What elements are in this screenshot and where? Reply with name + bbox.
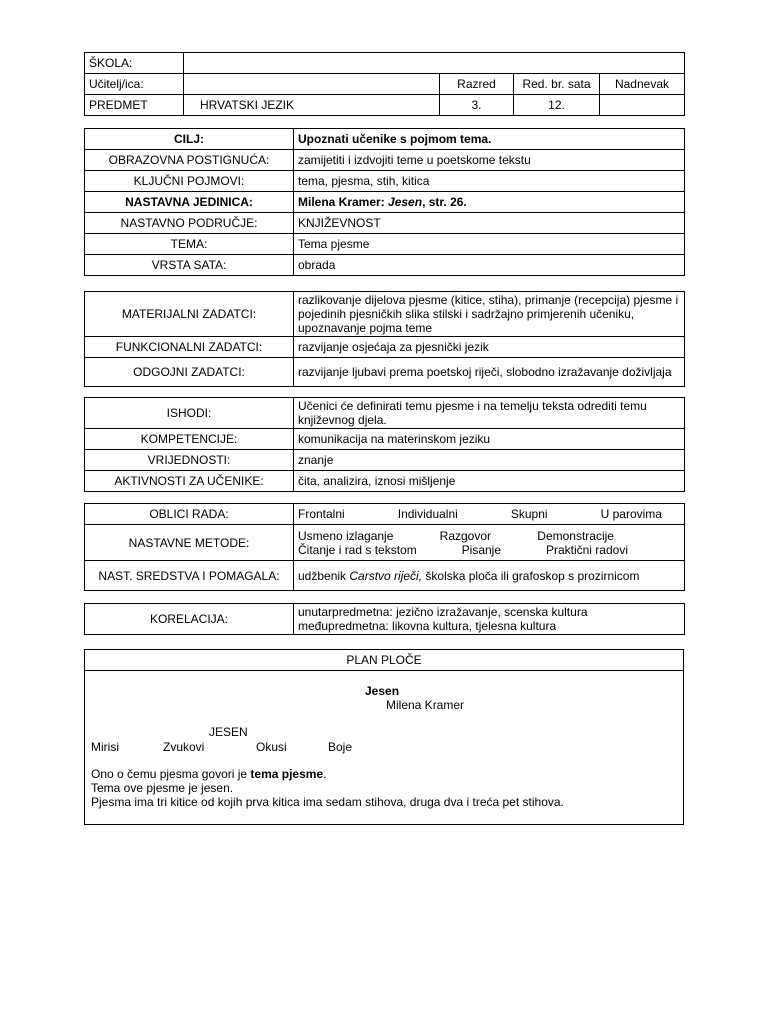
board-line3: Pjesma ima tri kitice od kojih prva kitica ima sedam stihova, druga dva i treća pet stihova. bbox=[91, 795, 564, 809]
pojmovi-label: KLJUČNI POJMOVI: bbox=[85, 171, 294, 192]
jedinica-title: Jesen bbox=[388, 195, 423, 209]
predmet-label: PREDMET bbox=[85, 95, 184, 116]
board-line2: Tema ove pjesme je jesen. bbox=[91, 781, 234, 795]
aktivnosti-label: AKTIVNOSTI ZA UČENIKE: bbox=[85, 471, 294, 492]
materijalni-label: MATERIJALNI ZADATCI: bbox=[85, 292, 294, 337]
metoda-pisanje: Pisanje bbox=[461, 542, 502, 557]
board-plan bbox=[84, 649, 684, 825]
podrucje-value: KNJIŽEVNOST bbox=[294, 213, 685, 234]
header-table bbox=[84, 52, 685, 116]
korelacija-value bbox=[294, 604, 685, 635]
postignuca-value: zamijetiti i izdvojiti teme u poetskome tekstu bbox=[294, 150, 685, 171]
oblici-label: OBLICI RADA: bbox=[85, 504, 294, 525]
nadnevak-label: Nadnevak bbox=[600, 74, 685, 95]
razred-label: Razred bbox=[440, 74, 514, 95]
tema-label: TEMA: bbox=[85, 234, 294, 255]
ucitelj-label: Učitelj/ica: bbox=[85, 74, 184, 95]
predmet-value: HRVATSKI JEZIK bbox=[184, 95, 440, 116]
nadnevak-value bbox=[600, 95, 685, 116]
correlation-table bbox=[84, 603, 685, 635]
category-zvukovi: Zvukovi bbox=[163, 740, 205, 754]
ishodi-label: ISHODI: bbox=[85, 398, 294, 429]
poem-author: Milena Kramer bbox=[386, 698, 465, 712]
jedinica-author: Milena Kramer: bbox=[298, 195, 389, 209]
goals-table bbox=[84, 128, 685, 276]
funkcionalni-label: FUNKCIONALNI ZADATCI: bbox=[85, 337, 294, 358]
board-heading: JESEN bbox=[209, 725, 248, 739]
board-plan-body bbox=[85, 671, 683, 824]
funkcionalni-value: razvijanje osjećaja za pjesnički jezik bbox=[294, 337, 685, 358]
metoda-usmeno: Usmeno izlaganje bbox=[298, 528, 394, 543]
podrucje-label: NASTAVNO PODRUČJE: bbox=[85, 213, 294, 234]
odgojni-label: ODGOJNI ZADATCI: bbox=[85, 358, 294, 387]
metoda-citanje: Čitanje i rad s tekstom bbox=[298, 542, 417, 557]
sredstva-label: NAST. SREDSTVA I POMAGALA: bbox=[85, 561, 294, 591]
pojmovi-value: tema, pjesma, stih, kitica bbox=[294, 171, 685, 192]
metoda-demonstracije: Demonstracije bbox=[537, 528, 614, 543]
jedinica-value bbox=[294, 192, 685, 213]
odgojni-value: razvijanje ljubavi prema poetskoj riječi, slobodno izražavanje doživljaja bbox=[294, 358, 685, 387]
tasks-table bbox=[84, 291, 685, 387]
methods-table bbox=[84, 503, 685, 591]
materijalni-value: razlikovanje dijelova pjesme (kitice, stiha), primanje (recepcija) pjesme i pojedinih pjesničkih slika stilski i sadržajno primjerenih učeniku, upoznavanje pojma teme bbox=[294, 292, 685, 337]
redbr-value: 12. bbox=[514, 95, 600, 116]
oblici-value bbox=[294, 504, 685, 525]
cilj-label: CILJ: bbox=[85, 129, 294, 150]
oblik-u-parovima: U parovima bbox=[600, 507, 662, 521]
korelacija-label: KORELACIJA: bbox=[85, 604, 294, 635]
oblik-individualni: Individualni bbox=[397, 507, 458, 521]
sredstva-post: školska ploča ili grafoskop s prozirnicom bbox=[422, 568, 640, 583]
vrijednosti-label: VRIJEDNOSTI: bbox=[85, 450, 294, 471]
sredstva-value bbox=[294, 561, 685, 591]
category-okusi: Okusi bbox=[256, 740, 287, 754]
postignuca-label: OBRAZOVNA POSTIGNUĆA: bbox=[85, 150, 294, 171]
category-boje: Boje bbox=[328, 740, 353, 754]
oblik-frontalni: Frontalni bbox=[298, 507, 345, 521]
vrijednosti-value: znanje bbox=[294, 450, 685, 471]
board-line1 bbox=[91, 767, 326, 781]
cilj-value: Upoznati učenike s pojmom tema. bbox=[294, 129, 685, 150]
outcomes-table bbox=[84, 397, 685, 492]
skola-label: ŠKOLA: bbox=[85, 53, 184, 74]
sredstva-title: Carstvo riječi, bbox=[349, 568, 423, 583]
metode-label: NASTAVNE METODE: bbox=[85, 525, 294, 561]
oblik-skupni: Skupni bbox=[510, 507, 548, 521]
board-plan-title: PLAN PLOČE bbox=[85, 650, 683, 671]
kompetencije-label: KOMPETENCIJE: bbox=[85, 429, 294, 450]
poem-title: Jesen bbox=[365, 684, 400, 698]
board-line1-bold: tema pjesme bbox=[250, 767, 324, 781]
metoda-prakticni: Praktični radovi bbox=[545, 542, 628, 557]
vrsta-label: VRSTA SATA: bbox=[85, 255, 294, 276]
category-mirisi: Mirisi bbox=[91, 740, 119, 754]
redbr-label: Red. br. sata bbox=[514, 74, 600, 95]
korelacija-line2: međupredmetna: likovna kultura, tjelesna kultura bbox=[298, 619, 557, 633]
metoda-razgovor: Razgovor bbox=[439, 528, 492, 543]
skola-value bbox=[184, 53, 685, 74]
tema-value: Tema pjesme bbox=[294, 234, 685, 255]
razred-value: 3. bbox=[440, 95, 514, 116]
sredstva-pre: udžbenik bbox=[298, 568, 350, 583]
korelacija-line1: unutarpredmetna: jezično izražavanje, scenska kultura bbox=[298, 605, 588, 619]
ucitelj-value bbox=[184, 74, 440, 95]
ishodi-value: Učenici će definirati temu pjesme i na temelju teksta odrediti temu književnog djela. bbox=[294, 398, 685, 429]
board-line1-post: . bbox=[323, 767, 327, 781]
kompetencije-value: komunikacija na materinskom jeziku bbox=[294, 429, 685, 450]
metode-value bbox=[294, 525, 685, 561]
jedinica-page: , str. 26. bbox=[422, 195, 467, 209]
jedinica-label: NASTAVNA JEDINICA: bbox=[85, 192, 294, 213]
board-line1-pre: Ono o čemu pjesma govori je bbox=[91, 767, 251, 781]
vrsta-value: obrada bbox=[294, 255, 685, 276]
aktivnosti-value: čita, analizira, iznosi mišljenje bbox=[294, 471, 685, 492]
